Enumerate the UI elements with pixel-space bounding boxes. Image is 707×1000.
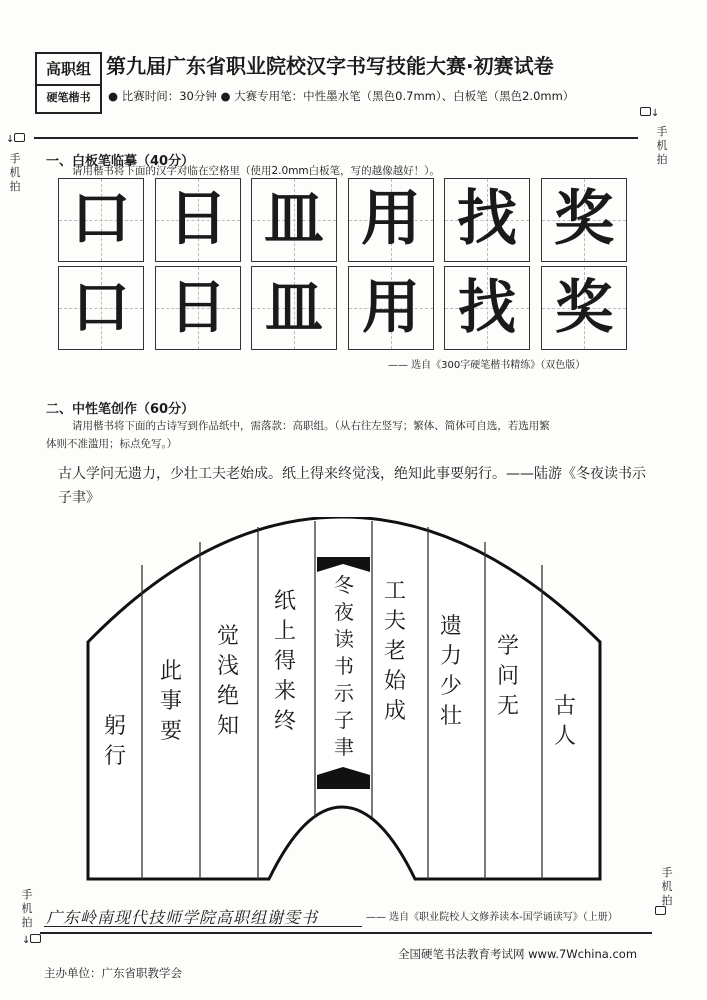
artwork-title-column: 冬 夜 读 书 示 子 聿 — [334, 573, 354, 759]
model-cell — [251, 178, 337, 262]
artwork-column: 工 夫 老 始 成 — [383, 579, 406, 724]
copied-char: 奖 — [554, 273, 613, 341]
header-rule — [34, 137, 638, 139]
artwork-column: 躬 行 — [103, 714, 126, 769]
camera-marker-right-top: ↓ — [640, 107, 659, 119]
group-badge — [35, 52, 102, 114]
exam-subtitle: ● 比赛时间：30分钟 ● 大赛专用笔：中性墨水笔（黑色0.7mm）、白板笔（黑色2.0mm） — [108, 89, 575, 103]
poem-text: 古人学问无遗力，少壮工夫老始成。纸上得来终觉浅，绝知此事要躬行。——陆游《冬夜读书示子聿》 — [58, 466, 646, 506]
badge-category: 硬笔楷书 — [46, 91, 91, 104]
section1-source: —— 选自《300字硬笔楷书精练》（双色版） — [388, 360, 586, 371]
signature-underline — [44, 926, 362, 927]
section2-instruction-line1: 请用楷书将下面的古诗写到作品纸中，需落款：高职组。（从右往左竖写；繁体、简体可自选，若选用繁 — [72, 420, 550, 432]
author-signature: 广东岭南现代技师学院高职组谢雯书 — [46, 908, 319, 927]
camera-marker-left-bottom: ↓ — [22, 934, 41, 946]
section2-instruction-line2: 体则不准滥用；标点免写。） — [46, 438, 178, 450]
camera-icon — [655, 906, 666, 915]
copied-char: 用 — [361, 273, 420, 341]
model-char: 找 — [457, 184, 517, 254]
copy-cell — [58, 266, 144, 350]
footer-rule — [40, 932, 652, 934]
footer-website: 全国硬笔书法教育考试网 www.7Wchina.com — [398, 947, 638, 961]
copy-cell — [251, 266, 337, 350]
side-note-right-top: 手机拍 — [656, 125, 668, 166]
exam-title: 第九届广东省职业院校汉字书写技能大赛·初赛试卷 — [106, 54, 554, 78]
artwork-paper — [80, 517, 610, 901]
artwork-column: 遗 力 少 壮 — [439, 614, 462, 729]
side-note-right-bottom: 手机拍 — [661, 866, 673, 907]
copy-cell — [155, 266, 241, 350]
artwork-column: 觉 浅 绝 知 — [216, 624, 239, 739]
camera-marker-left-top: ↓ — [6, 133, 25, 145]
footer-organizer: 主办单位：广东省职教学会 — [44, 966, 182, 980]
section2-heading: 二、中性笔创作（60分） — [46, 402, 195, 417]
section1-instruction: 请用楷书将下面的汉字对临在空格里（使用2.0mm白板笔，写的越像越好！）。 — [72, 165, 440, 177]
artwork-column: 古 人 — [553, 694, 576, 749]
model-char: 用 — [361, 184, 421, 254]
badge-level: 高职组 — [37, 54, 100, 86]
section1-heading: 一、白板笔临摹（40分） — [46, 154, 195, 169]
copy-cell — [348, 266, 434, 350]
section2-source: —— 选自《职业院校人文修养读本-国学诵读写》（上册） — [366, 912, 618, 923]
artwork-column: 纸 上 得 来 终 — [273, 589, 296, 734]
model-char: 奖 — [554, 184, 614, 254]
model-cell — [541, 178, 627, 262]
copy-cell — [541, 266, 627, 350]
model-cell — [155, 178, 241, 262]
artwork-column: 学 问 无 — [496, 634, 519, 719]
model-cell — [58, 178, 144, 262]
copied-char: 口 — [71, 273, 130, 341]
model-cell — [444, 178, 530, 262]
side-note-left-top: 手机拍 — [9, 152, 21, 193]
side-note-left-bottom: 手机拍 — [21, 888, 33, 929]
camera-icon — [640, 107, 651, 116]
camera-icon — [14, 133, 25, 142]
model-char: 皿 — [264, 184, 324, 254]
model-char: 日 — [168, 184, 228, 254]
copied-char: 日 — [168, 273, 227, 341]
artwork-column: 此 事 要 — [159, 659, 182, 744]
camera-icon — [30, 934, 41, 943]
camera-marker-right-bottom — [655, 906, 666, 918]
copy-grid — [58, 178, 630, 350]
copied-char: 皿 — [264, 273, 323, 341]
copy-cell — [444, 266, 530, 350]
model-cell — [348, 178, 434, 262]
copied-char: 找 — [457, 273, 516, 341]
model-char: 口 — [71, 184, 131, 254]
